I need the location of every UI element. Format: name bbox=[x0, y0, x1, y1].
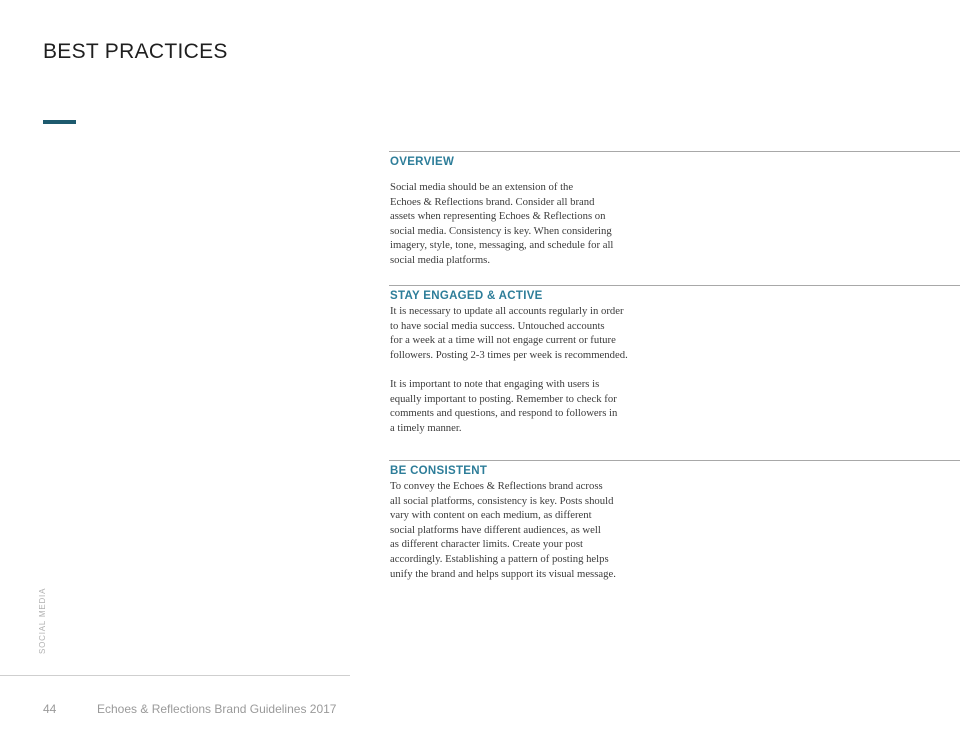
section-stay-engaged bbox=[389, 285, 960, 435]
footer-divider bbox=[0, 675, 350, 676]
body-line: social platforms have different audiences, as well bbox=[390, 523, 601, 536]
body-line: equally important to posting. Remember to check for bbox=[390, 392, 617, 405]
section-body-stay-engaged bbox=[389, 304, 960, 435]
title-accent-bar bbox=[43, 120, 76, 124]
section-overview bbox=[389, 151, 960, 268]
body-line: social media. Consistency is key. When considering bbox=[390, 224, 612, 237]
section-heading-overview: OVERVIEW bbox=[390, 156, 455, 168]
section-be-consistent bbox=[389, 460, 960, 581]
section-body-be-consistent bbox=[389, 479, 960, 581]
body-line: It is necessary to update all accounts regularly in order bbox=[390, 305, 624, 317]
body-line: Social media should be an extension of the bbox=[390, 181, 574, 193]
body-line: imagery, style, tone, messaging, and schedule for all bbox=[390, 239, 614, 252]
body-line: unify the brand and helps support its visual message. bbox=[390, 567, 616, 580]
body-line: It is important to note that engaging with users is bbox=[390, 377, 600, 390]
body-line: comments and questions, and respond to followers in bbox=[390, 407, 618, 420]
body-line: all social platforms, consistency is key. Posts should bbox=[390, 494, 614, 507]
body-line: To convey the Echoes & Reflections brand across bbox=[390, 480, 603, 492]
page-title: BEST PRACTICES bbox=[43, 40, 228, 63]
section-heading-stay-engaged: STAY ENGAGED & ACTIVE bbox=[390, 290, 543, 302]
body-line: Echoes & Reflections brand. Consider all brand bbox=[390, 195, 595, 208]
side-section-label: SOCIAL MEDIA bbox=[38, 587, 47, 654]
paragraph-gap bbox=[390, 362, 960, 377]
section-body-overview bbox=[389, 180, 960, 268]
body-line: assets when representing Echoes & Reflections on bbox=[390, 210, 606, 223]
body-line: vary with content on each medium, as different bbox=[390, 509, 592, 522]
body-line: for a week at a time will not engage current or future bbox=[390, 334, 616, 347]
body-line: social media platforms. bbox=[390, 253, 491, 266]
page-number: 44 bbox=[43, 702, 57, 716]
body-line: as different character limits. Create your post bbox=[390, 538, 583, 551]
body-line: to have social media success. Untouched accounts bbox=[390, 319, 605, 332]
body-line: accordingly. Establishing a pattern of posting helps bbox=[390, 552, 609, 565]
footer-document-title: Echoes & Reflections Brand Guidelines 2017 bbox=[97, 702, 337, 716]
body-line: a timely manner. bbox=[390, 421, 462, 434]
body-line: followers. Posting 2-3 times per week is recommended. bbox=[390, 348, 628, 361]
section-heading-be-consistent: BE CONSISTENT bbox=[390, 465, 488, 477]
